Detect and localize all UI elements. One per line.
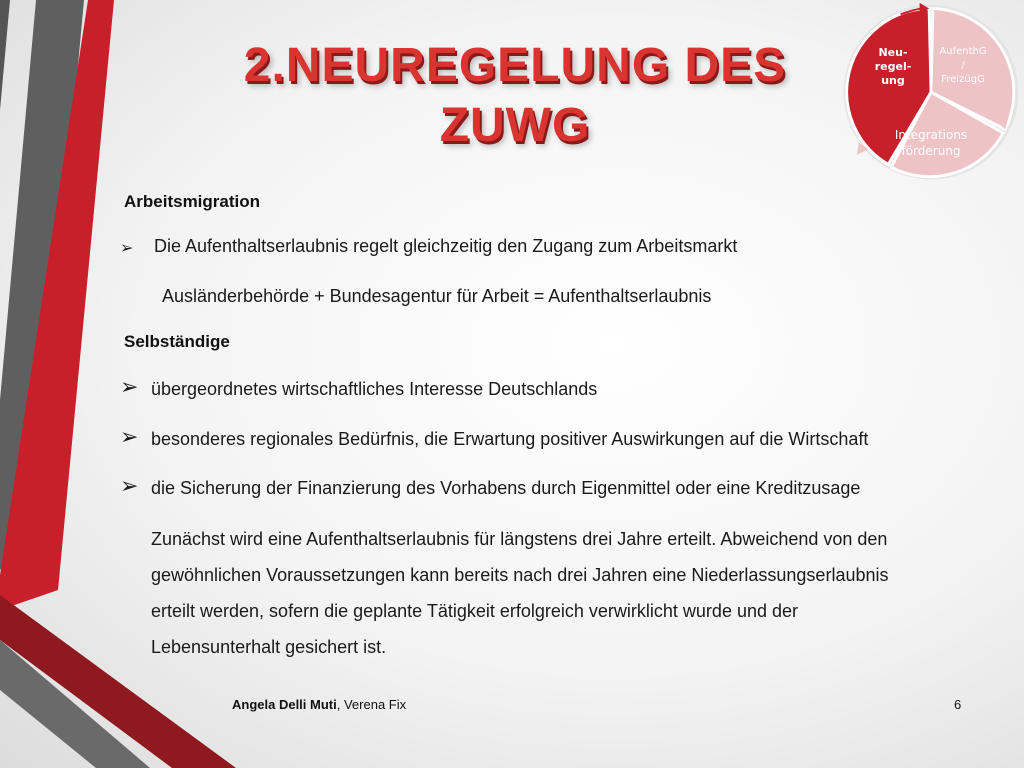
footer-author-2: Verena Fix	[343, 697, 407, 712]
bullet-arrow-icon: ➢	[120, 374, 139, 399]
title-line-2: ZUWG	[439, 99, 591, 152]
page-title	[190, 36, 840, 156]
paragraph-line: Zunächst wird eine Aufenthaltserlaubnis für längstens drei Jahre erteilt. Abweichend von den	[151, 529, 888, 549]
paragraph-line: Lebensunterhalt gesichert ist.	[151, 637, 387, 657]
paragraph-line: erteilt werden, sofern die geplante Tätigkeit erfolgreich verwirklicht wurde und der	[151, 601, 798, 621]
top-corner-stripe	[0, 0, 10, 110]
paragraph-line: gewöhnlichen Voraussetzungen kann bereits nach drei Jahren eine Niederlassungserlaubnis	[151, 565, 889, 585]
body-paragraph	[151, 521, 981, 665]
cycle-label-integration: Integrations förderung	[894, 128, 968, 158]
footer-author-1: Angela Delli Muti	[232, 697, 337, 712]
bullet-arrow-icon: ➢	[120, 424, 139, 449]
bullet-aufenthaltserlaubnis: Die Aufenthaltserlaubnis regelt gleichzeitig den Zugang zum Arbeitsmarkt	[154, 236, 738, 256]
cycle-label-aufenthg: AufenthG / FreizügG	[939, 46, 987, 85]
heading-selbstaendige: Selbständige	[124, 332, 230, 351]
formula-line: Ausländerbehörde + Bundesagentur für Arbeit = Aufenthaltserlaubnis	[162, 286, 712, 306]
heading-arbeitsmigration: Arbeitsmigration	[124, 192, 261, 211]
bullet-arrow-icon: ➢	[120, 473, 139, 498]
bullet-finanzierung: die Sicherung der Finanzierung des Vorhabens durch Eigenmittel oder eine Kreditzusage	[151, 478, 861, 498]
bullet-arrow-icon: ➢	[120, 240, 134, 257]
bullet-interesse: übergeordnetes wirtschaftliches Interesse Deutschlands	[151, 379, 598, 399]
footer-authors	[232, 697, 406, 712]
page-number: 6	[954, 697, 962, 712]
cycle-diagram	[836, 0, 1024, 190]
bullet-beduerfnis: besonderes regionales Bedürfnis, die Erwartung positiver Auswirkungen auf die Wirtschaft	[151, 429, 869, 449]
title-line-1: 2.NEUREGELUNG DES	[243, 39, 787, 92]
footer-separator: ,	[336, 697, 344, 712]
cycle-label-neuregelung: Neu- regel- ung	[874, 46, 912, 87]
